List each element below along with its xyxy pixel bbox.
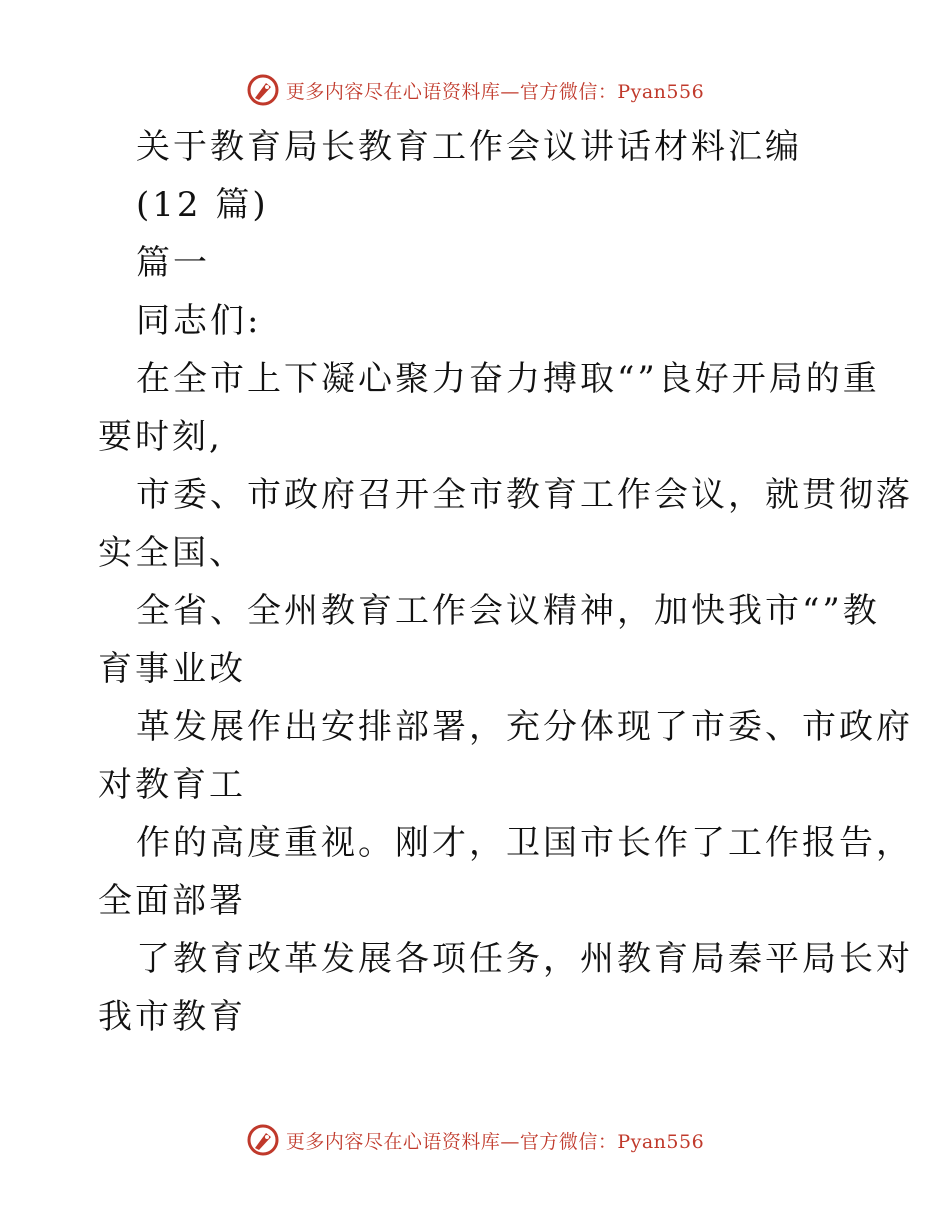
banner-text [286,1127,704,1154]
pen-nib-logo-icon [246,1123,280,1157]
banner-wechat-text: 官方微信：Pyan556 [519,80,705,103]
banner-brand-text: 更多内容尽在心语资料库 [285,80,501,103]
document-title-line-2: (12 篇) [136,185,269,225]
paragraph-line: 在全市上下凝心聚力奋力搏取“”良好开局的重 [136,359,880,399]
paragraph-line: 革发展作出安排部署，充分体现了市委、市政府 [136,707,913,747]
paragraph-line: 了教育改革发展各项任务，州教育局秦平局长对 [136,939,913,979]
paragraph-line: 作的高度重视。刚才，卫国市长作了工作报告， [136,823,913,863]
header-banner [0,70,950,110]
banner-text [286,77,704,104]
document-title-line-1: 关于教育局长教育工作会议讲话材料汇编 [136,127,802,167]
pen-nib-logo-icon [246,73,280,107]
paragraph-line: 要时刻, [98,417,223,457]
paragraph-line: 市委、市政府召开全市教育工作会议，就贯彻落 [136,475,913,515]
banner-brand-text: 更多内容尽在心语资料库 [285,1130,501,1153]
paragraph-line: 全省、全州教育工作会议精神，加快我市“”教 [136,591,880,631]
banner-separator: — [500,80,520,103]
paragraph-line: 实全国、 [98,533,246,573]
paragraph-line: 对教育工 [98,765,246,805]
paragraph-line: 全面部署 [98,881,246,921]
footer-banner [0,1120,950,1160]
paragraph-line: 育事业改 [98,649,246,689]
section-heading: 篇一 [136,243,210,283]
document-body [98,118,913,1046]
salutation: 同志们: [136,301,262,341]
banner-wechat-text: 官方微信：Pyan556 [519,1130,705,1153]
paragraph-line: 我市教育 [98,997,246,1037]
banner-separator: — [500,1130,520,1153]
